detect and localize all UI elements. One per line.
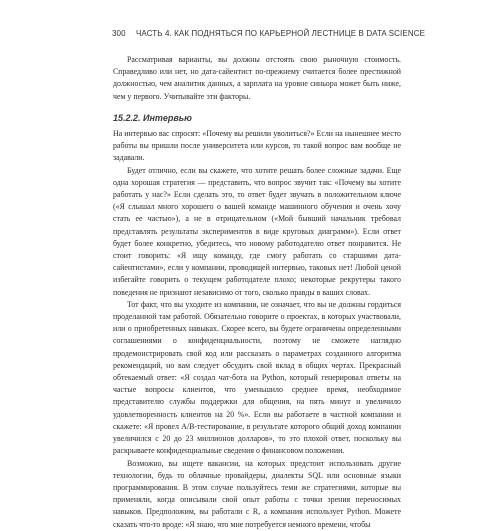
paragraph: Будет отлично, если вы скажете, что хотите решать более сложные задачи. Еще одна хорошая стратегия — представить, что вопрос звучит так: «Почему вы хотите работать у нас?» Если сделать это, то ответ будет звучать в положительном ключе («Я слышал много хорошего о вашей команде машинного обучения и очень хочу стать ее частью»), а не в отрицательном («Мой бывший начальник требовал представлять результаты экспериментов в виде круговых диаграмм»). Если ответ будет более конкретно, убедитесь, что новому работодателю ответ понравится. Не стоит говорить: «Я ищу команду, где смогу работать со старшими дата-сайентистами», если у компании, проводящей интервью, таковых нет! Любой ценой избегайте говорить о текущем работодателе плохо; некоторые рекрутеры такого поведения не признают независимо от того, сколько правды в ваших словах. [113, 165, 401, 297]
paragraph: На интервью вас спросят: «Почему вы решили уволиться?» Если на нынешнее место работы вы пришли после университета или курсов, то такой вопрос вам вообще не задавали. [113, 129, 401, 163]
page-body [113, 54, 401, 531]
paragraph: Тот факт, что вы уходите из компании, не означает, что вы не должны гордиться проделанной там работой. Обязательно говорите о проектах, в которых участвовали, или о приобретенных навыках. Скорее всего, вы будете ограничены определенными соглашениями о конфиденциальности, поэтому не сможете наглядно продемонстрировать свой код или рассказать о параметрах созданного алгоритма рекомендаций, но вам следует обсудить свой вклад в общих чертах. Прекрасный обтекаемый ответ: «Я создал чат-бота на Python, который генерировал ответы на частые вопросы клиентов, что уменьшило среднее время, необходимое представителю службы поддержки для общения, на пять минут и увеличило удовлетворенность клиентов на 20 %». Если вы работаете в частной компании и скажете: «Я провел А/В-тестирование, в результате которого общий доход компании увеличился с 20 до 23 миллионов долларов», то это плохой ответ, поскольку вы раскрываете конфиденциальные сведения о финансовом положении. [113, 299, 401, 456]
page-number: 300 [112, 29, 126, 38]
paragraph: Рассматривая варианты, вы должны отстоять свою рыночную стоимость. Справедливо или нет, но дата-сайентист по-прежнему считается более престижной должностью, чем аналитик данных, а зарплата на уровне синьора может быть ниже, чем у первого. Учитывайте эти факторы. [113, 55, 401, 101]
chapter-title: ЧАСТЬ 4. КАК ПОДНЯТЬСЯ ПО КАРЬЕРНОЙ ЛЕСТНИЦЕ В DATA SCIENCE [136, 29, 426, 38]
running-header [112, 29, 426, 38]
paragraph: Возможно, вы ищете вакансии, на которых предстоит использовать другие технологии, будь то облачные провайдеры, диалекты SQL или основные языки программирования. В этом случае пользуйтесь теми же стратегиями, которые вы применяли, когда описывали свой опыт работы с точки зрения переносимых навыков. Предположим, вы работали с R, а компания использует Python. Можете сказать что-то вроде: «Я знаю, что мне потребуется немного времени, чтобы [113, 458, 401, 529]
section-heading: 15.2.2. Интервью [113, 112, 192, 123]
